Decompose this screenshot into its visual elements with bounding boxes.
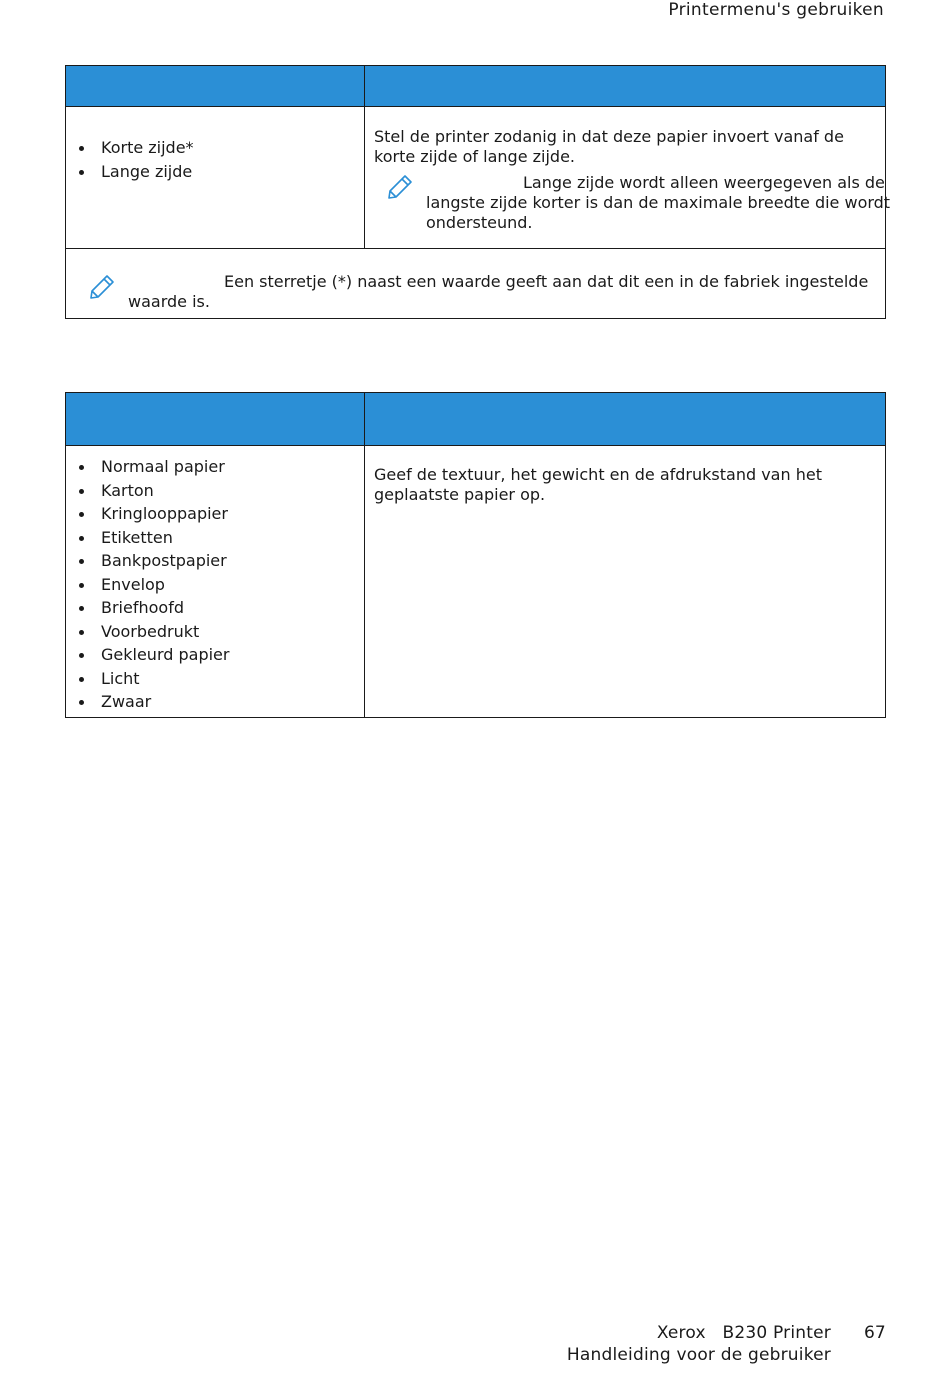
- options-list: [66, 446, 364, 714]
- list-item: Bankpostpapier: [101, 549, 364, 573]
- note: [365, 173, 891, 235]
- list-item: Voorbedrukt: [101, 620, 364, 644]
- footer: [567, 1322, 831, 1366]
- list-item: Korte zijde*: [101, 136, 364, 160]
- footnote: [66, 249, 885, 317]
- list-item: Etiketten: [101, 526, 364, 550]
- footer-guide: Handleiding voor de gebruiker: [566, 1345, 831, 1365]
- list-item: Lange zijde: [101, 160, 364, 184]
- note-line-1: Lange zijde wordt alleen weergegeven als de: [523, 173, 885, 192]
- list-item: Envelop: [101, 573, 364, 597]
- pencil-icon: [386, 173, 414, 201]
- description-cell: [365, 446, 886, 718]
- table-row: [66, 107, 886, 249]
- table-header-cell-description: [365, 393, 886, 446]
- footer-product: Xerox B230 Printer: [656, 1323, 831, 1343]
- options-list: [66, 107, 364, 183]
- running-header: Printermenu's gebruiken: [668, 0, 884, 20]
- table-header-row: [66, 66, 886, 107]
- table-header-cell-description: [365, 66, 886, 107]
- list-item: Gekleurd papier: [101, 643, 364, 667]
- pencil-icon: [88, 273, 116, 301]
- list-item: Zwaar: [101, 690, 364, 714]
- description-text: Geef de textuur, het gewicht en de afdrukstand van het geplaatste papier op.: [374, 465, 822, 504]
- options-cell: [66, 446, 365, 718]
- footnote-line-1: Een sterretje (*) naast een waarde geeft aan dat dit een in de fabriek ingestelde: [224, 272, 869, 291]
- list-item: Karton: [101, 479, 364, 503]
- paper-feed-table: [65, 65, 891, 319]
- footnote-line-2: waarde is.: [128, 292, 210, 311]
- description-text: Stel de printer zodanig in dat deze papier invoert vanaf de korte zijde of lange zijde.: [374, 127, 844, 166]
- table-header-row: [66, 393, 886, 446]
- list-item: Normaal papier: [101, 455, 364, 479]
- page-number: 67: [864, 1323, 886, 1343]
- list-item: Licht: [101, 667, 364, 691]
- list-item: Briefhoofd: [101, 596, 364, 620]
- table-row: [66, 249, 886, 319]
- note-line-2: langste zijde korter is dan de maximale breedte die wordt: [426, 193, 891, 212]
- description-cell: [365, 107, 891, 249]
- table-header-cell-menu-item: [66, 393, 365, 446]
- options-cell: [66, 107, 365, 249]
- table-header-cell-menu-item: [66, 66, 365, 107]
- list-item: Kringlooppapier: [101, 502, 364, 526]
- note-line-3: ondersteund.: [426, 213, 533, 232]
- table-row: [66, 446, 886, 718]
- footnote-cell: [66, 249, 886, 319]
- paper-type-table: [65, 392, 886, 718]
